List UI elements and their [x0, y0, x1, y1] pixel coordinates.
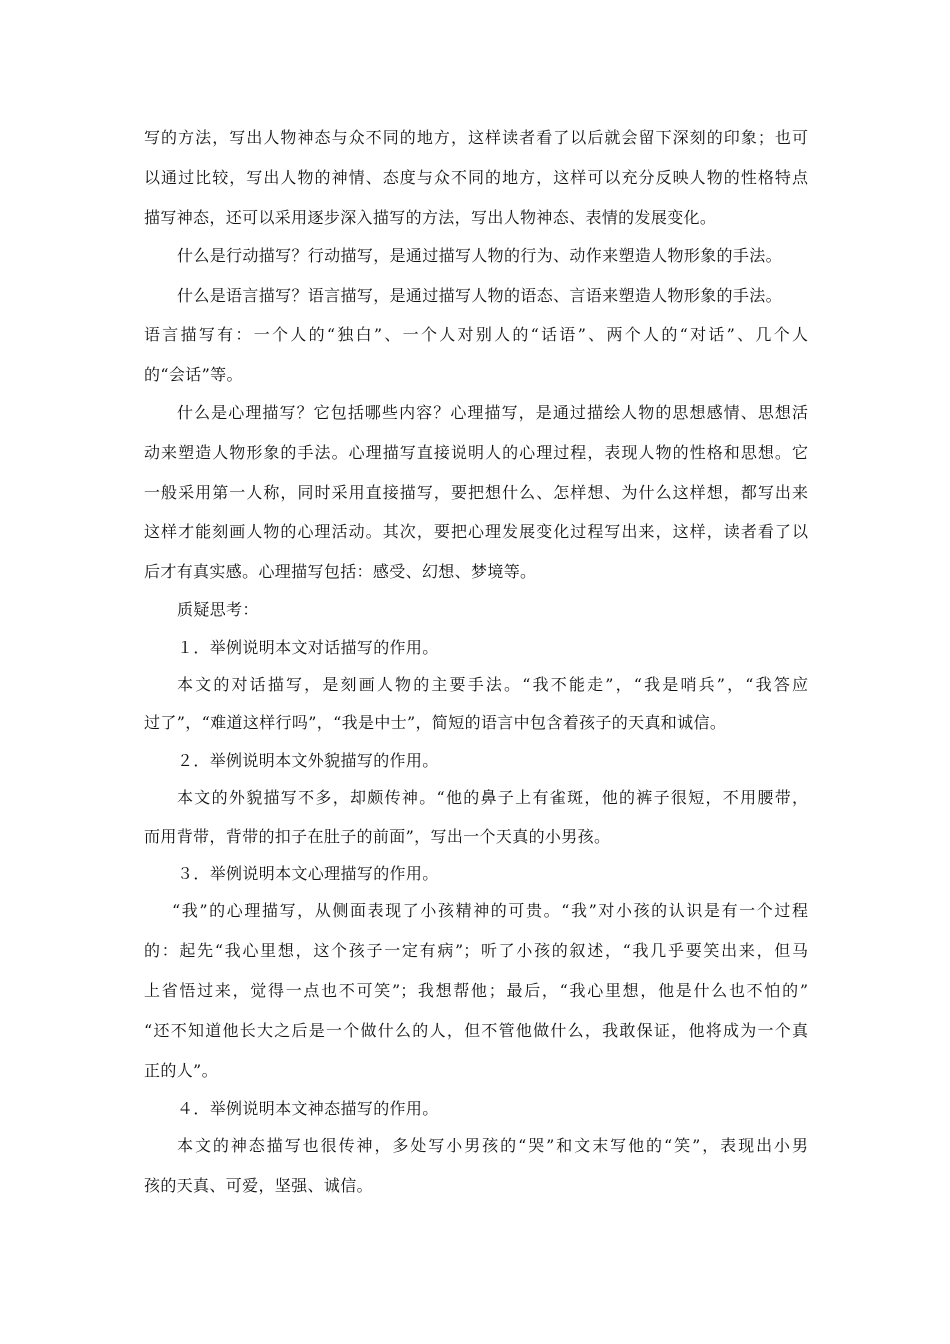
text-line-18: 本文的外貌描写不多，却颇传神。“他的鼻子上有雀斑，他的裤子很短，不用腰带， — [177, 788, 808, 807]
text-line-19: 而用背带，背带的扣子在肚子的前面”，写出一个天真的小男孩。 — [144, 827, 611, 846]
text-line-15: 本文的对话描写，是刻画人物的主要手法。“我不能走”，“我是哨兵”，“我答应 — [177, 675, 808, 694]
text-line-11: 这样才能刻画人物的心理活动。其次，要把心理发展变化过程写出来，这样，读者看了以 — [144, 522, 808, 541]
text-line-28: 孩的天真、可爱，坚强、诚信。 — [144, 1176, 373, 1195]
text-line-23: 上省悟过来，觉得一点也不可笑”；我想帮他；最后，“我心里想，他是什么也不怕的” — [144, 981, 808, 1000]
text-line-24: “还不知道他长大之后是一个做什么的人，但不管他做什么，我敢保证，他将成为一个真 — [144, 1021, 808, 1040]
text-line-4: 什么是行动描写？行动描写，是通过描写人物的行为、动作来塑造人物形象的手法。 — [177, 246, 782, 265]
text-line-27: 本文的神态描写也很传神，多处写小男孩的“哭”和文末写他的“笑”，表现出小男 — [177, 1136, 808, 1155]
text-line-1: 写的方法，写出人物神态与众不同的地方，这样读者看了以后就会留下深刻的印象；也可 — [144, 128, 808, 147]
text-line-10: 一般采用第一人称，同时采用直接描写，要把想什么、怎样想、为什么这样想，都写出来 — [144, 483, 808, 502]
text-line-6: 语言描写有：一个人的“独白”、一个人对别人的“话语”、两个人的“对话”、几个人 — [144, 325, 808, 344]
text-line-8: 什么是心理描写？它包括哪些内容？心理描写，是通过描绘人物的思想感情、思想活 — [177, 403, 808, 422]
text-line-21: “我”的心理描写，从侧面表现了小孩精神的可贵。“我”对小孩的认识是有一个过程 — [172, 901, 808, 920]
text-line-12: 后才有真实感。心理描写包括：感受、幻想、梦境等。 — [144, 562, 537, 581]
text-line-26: ４．举例说明本文神态描写的作用。 — [177, 1099, 439, 1118]
text-line-22: 的：起先“我心里想，这个孩子一定有病”；听了小孩的叙述，“我几乎要笑出来，但马 — [144, 941, 808, 960]
text-line-13: 质疑思考： — [177, 600, 259, 619]
text-line-7: 的“会话”等。 — [144, 365, 243, 384]
text-line-2: 以通过比较，写出人物的神情、态度与众不同的地方，这样可以充分反映人物的性格特点 — [144, 168, 808, 187]
text-line-5: 什么是语言描写？语言描写，是通过描写人物的语态、言语来塑造人物形象的手法。 — [177, 286, 782, 305]
text-line-17: ２．举例说明本文外貌描写的作用。 — [177, 751, 439, 770]
text-line-16: 过了”，“难道这样行吗”，“我是中士”，简短的语言中包含着孩子的天真和诚信。 — [144, 713, 727, 732]
text-line-9: 动来塑造人物形象的手法。心理描写直接说明人的心理过程，表现人物的性格和思想。它 — [144, 443, 808, 462]
text-line-3: 描写神态，还可以采用逐步深入描写的方法，写出人物神态、表情的发展变化。 — [144, 208, 717, 227]
text-line-20: ３．举例说明本文心理描写的作用。 — [177, 864, 439, 883]
text-line-25: 正的人”。 — [144, 1061, 218, 1080]
text-line-14: １．举例说明本文对话描写的作用。 — [177, 638, 439, 657]
